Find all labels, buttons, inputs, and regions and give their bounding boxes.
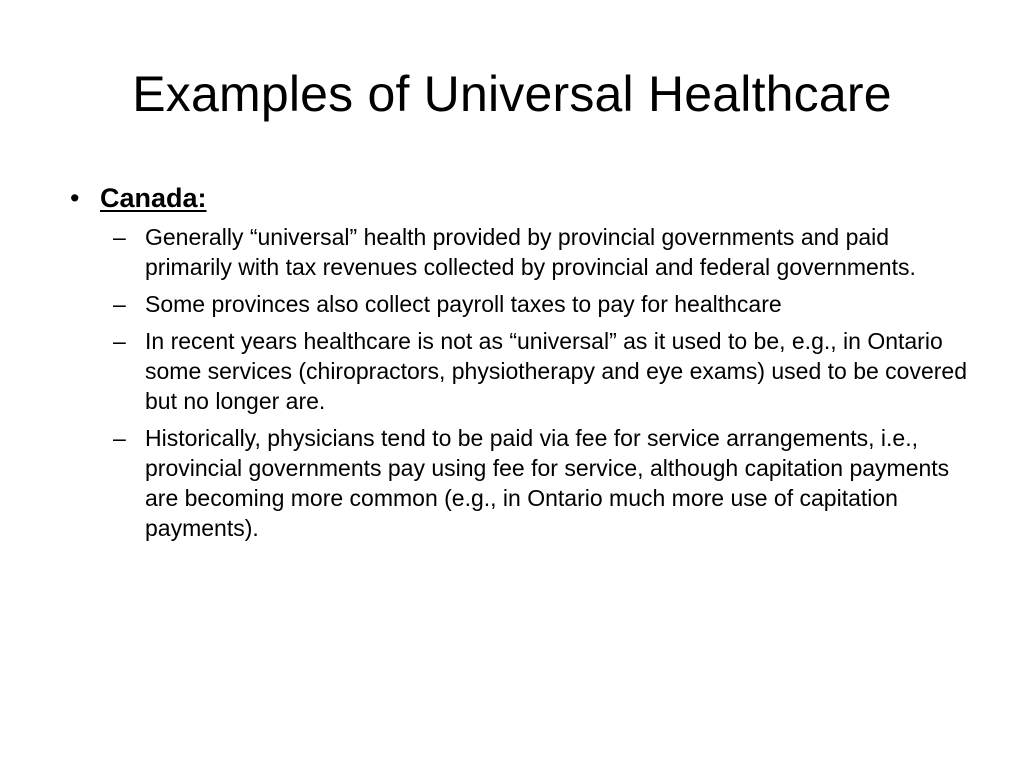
subpoint-physician-payment — [113, 423, 980, 543]
dash-marker: – — [113, 224, 126, 250]
bullet-heading-canada: Canada: — [100, 183, 207, 213]
dash-marker: – — [113, 425, 126, 451]
dash-marker: – — [113, 291, 126, 317]
subpoint-text: Some provinces also collect payroll taxes to pay for healthcare — [145, 291, 782, 317]
canada-subpoints — [70, 222, 980, 543]
bullet-marker: • — [70, 183, 80, 213]
subpoint-recent-years — [113, 326, 980, 416]
subpoint-text: Generally “universal” health provided by provincial governments and paid primarily with tax revenues collected by provincial and federal governments. — [145, 224, 916, 280]
bullet-canada — [70, 182, 980, 214]
subpoint-payroll-taxes — [113, 289, 980, 319]
slide-content — [70, 182, 980, 550]
subpoint-provincial-funding — [113, 222, 980, 282]
subpoint-text: Historically, physicians tend to be paid via fee for service arrangements, i.e., provincial governments pay using fee for service, although capitation payments are becoming more common (e.g., in Ontario much more use of capitation payments). — [145, 425, 950, 541]
dash-marker: – — [113, 328, 126, 354]
slide-title: Examples of Universal Healthcare — [132, 66, 892, 122]
subpoint-text: In recent years healthcare is not as “universal” as it used to be, e.g., in Ontario some services (chiropractors, physiotherapy and eye exams) used to be covered but no longer are. — [145, 328, 968, 414]
